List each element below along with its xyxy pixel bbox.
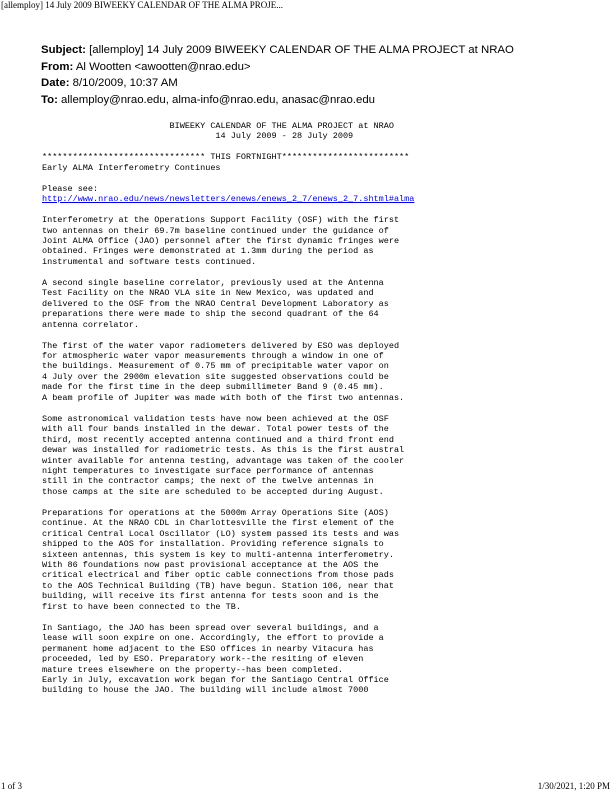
to-value: allemploy@nrao.edu, alma-info@nrao.edu, anasac@nrao.edu (61, 93, 375, 106)
date-value: 8/10/2009, 10:37 AM (72, 77, 178, 89)
to-row (41, 92, 514, 109)
paragraph: A second single baseline correlator, previously used at the Antenna Test Facility on the NRAO VLA site in New Mexico, was updated and delivered to the OSF from the NRAO Central Development Laboratory as preparations there were made to ship the second quadrant of the 64 antenna correlator. (42, 277, 389, 330)
paragraph: The first of the water vapor radiometers delivered by ESO was deployed for atmospheric water vapor measurements through a window in one of the buildings. Measurement of 0.75 mm of precipitable water vapor on 4 July over the 2900m elevation site suggested observations could be made for the first time in the deep submillimeter Band 9 (0.45 mm). A beam profile of Jupiter was made with both of the first two antennas. (42, 340, 405, 403)
date-row (41, 75, 514, 92)
please-see-text: Please see: (42, 183, 99, 194)
date-label: Date: (41, 77, 70, 89)
paragraph: Preparations for operations at the 5000m Array Operations Site (AOS) continue. At the NRAO CDL in Charlottesville the first element of the critical Central Local Oscillator (LO) system passed its tests and was shipped to the AOS for installation. Providing reference signals to sixteen antennas, this system is key to multi-antenna interferometry. With 86 foundations now past provisional acceptance at the AOS the critical electrical and fiber optic cable connections from those pads to the AOS Technical Building (TB) have begun. Station 106, near that building, will receive its first antenna for tests soon and is the first to have been connected to the TB. (42, 507, 400, 612)
heading-line-2: 14 July 2009 - 28 July 2009 (42, 131, 354, 142)
heading-line-1: BIWEEKY CALENDAR OF THE ALMA PROJECT at NRAO (42, 121, 394, 131)
from-value: Al Wootten <awootten@nrao.edu> (75, 60, 251, 73)
subject-value: [allemploy] 14 July 2009 BIWEEKY CALENDAR OF THE ALMA PROJECT at NRAO (89, 44, 514, 56)
subject-label: Subject: (41, 44, 86, 56)
print-header-title: [allemploy] 14 July 2009 BIWEEKY CALENDAR OF THE ALMA PROJE... (1, 0, 283, 10)
subject-row (41, 42, 514, 59)
email-headers (41, 42, 514, 108)
from-row (41, 59, 514, 76)
print-datetime: 1/30/2021, 1:20 PM (537, 781, 610, 791)
enews-link[interactable]: http://www.nrao.edu/news/newsletters/enews/enews_2_7/enews_2_7.shtml#alma (42, 194, 415, 205)
email-body (42, 121, 602, 696)
page-number: 1 of 3 (1, 781, 22, 791)
section-title: Early ALMA Interferometry Continues (42, 162, 221, 173)
paragraph: Some astronomical validation tests have now been achieved at the OSF with all four bands installed in the dewar. Total power tests of the third, most recently accepted antenna continued and a third front end dewar was installed for radiometric tests. As this is the first austral winter available for antenna testing, advantage was taken of the cooler night temperatures to investigate surface performance of antennas still in the contractor camps; the next of the twelve antennas in those camps at the site are scheduled to be accepted during August. (42, 413, 405, 497)
paragraph: In Santiago, the JAO has been spread over several buildings, and a lease will soon expire on one. Accordingly, the effort to provide a permanent home adjacent to the ESO offices in nearby Vitacura has proceeded, led by ESO. Preparatory work--the resiting of eleven mature trees elsewhere on the property--has been completed. Early in July, excavation work began for the Santiago Central Office building to house the JAO. The building will include almost 7000 (42, 622, 389, 696)
from-label: From: (41, 60, 74, 73)
to-label: To: (41, 93, 58, 106)
fortnight-separator: ******************************** THIS FORTNIGHT************************* (42, 152, 410, 163)
paragraph: Interferometry at the Operations Support Facility (OSF) with the first two antennas on their 69.7m baseline continued under the guidance of Joint ALMA Office (JAO) personnel after the first dynamic fringes were obtained. Fringes were demonstrated at 1.3mm during the period as instrumental and software tests continued. (42, 215, 400, 267)
